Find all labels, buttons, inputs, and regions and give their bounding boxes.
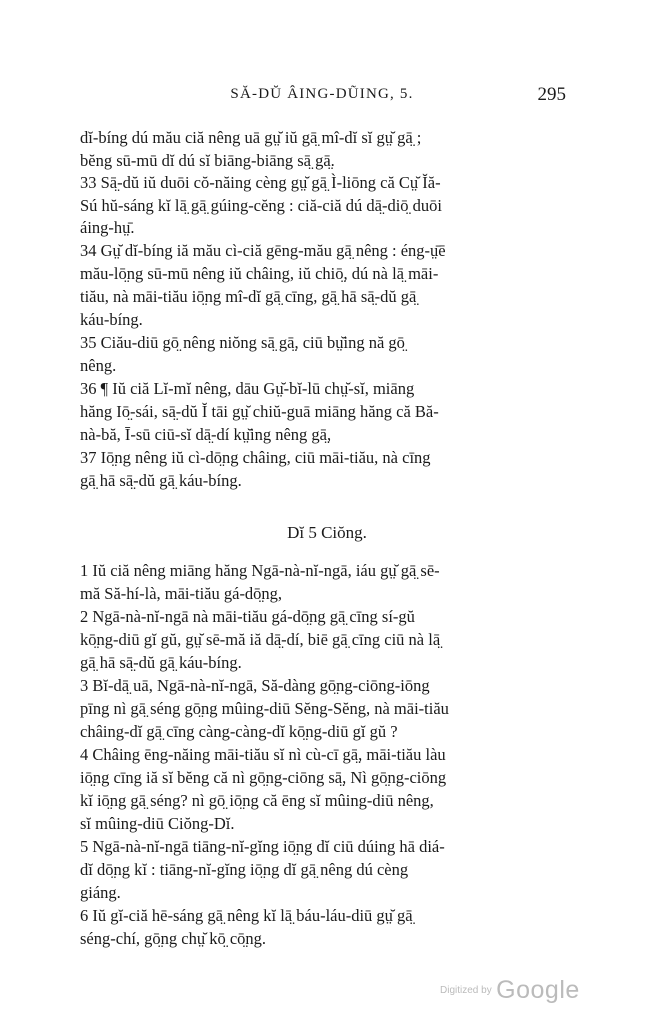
text-line: mău-lō̤ng sū-mū nêng iŭ châing, iŭ chiō̤, dú nà lā̤ māi- [80, 264, 439, 283]
google-logo: Google [496, 976, 580, 1004]
page-number: 295 [537, 84, 566, 105]
text-line: dĭ-bíng dú mău ciă nêng uā gṳ̆ iŭ gā̤ mî-dĭ sĭ gṳ̆ gā̤ ; [80, 128, 422, 147]
text-line: séng-chí, gō̤ng chṳ̆ kō̤ cō̤ng. [80, 929, 267, 948]
text-line: pīng nì gā̤ séng gō̤ng mûing-diū Sĕng-Sĕng, nà māi-tiău [80, 699, 449, 718]
text-line: kĭ iō̤ng gā̤ séng? nì gō̤ iō̤ng că ēng sĭ mûing-diū nêng, [80, 791, 434, 810]
text-line: nêng. [80, 356, 117, 375]
running-head: SĂ-DŬ ÂING-DŨING, 5. [230, 86, 414, 102]
text-line: sĭ mûing-diū Ciŏng-Dĭ. [80, 814, 235, 833]
text-line: Sú hŭ-sáng kĭ lā̤ gā̤ gúing-cĕng : ciă-ciă dú dā̤-diō̤ duōi [80, 196, 442, 215]
page-header [78, 86, 566, 110]
text-line: 2 Ngā-nà-nĭ-ngā nà māi-tiău gá-dō̤ng gā̤ cīng sí-gŭ [80, 607, 415, 626]
text-line: 4 Châing ēng-năing māi-tiău sĭ nì cù-cī gā̤, māi-tiău làu [80, 745, 446, 764]
text-line: dĭ dō̤ng kĭ : tiāng-nĭ-gĭng iō̤ng dĭ gā̤ nêng dú cèng [80, 860, 409, 879]
text-line: káu-bíng. [80, 310, 143, 329]
text-line: 34 Gṳ̆ dĭ-bíng iă mău cì-ciă gēng-mău gā̤ nêng : éng-ṳ̄ē [80, 241, 446, 260]
text-line: mă Să-hí-là, māi-tiău gá-dō̤ng, [80, 584, 283, 603]
text-line: châing-dĭ gā̤ cīng càng-càng-dĭ kō̤ng-diū gĭ gŭ ? [80, 722, 398, 741]
text-line: 36 ¶ Iŭ ciă Lĭ-mĭ nêng, dāu Gṳ̆-bĭ-lū chṳ̆-sĭ, miāng [80, 379, 415, 398]
chapter-heading: Dĭ 5 Ciŏng. [287, 523, 367, 542]
text-line: kō̤ng-diū gĭ gŭ, gṳ̆ sē-mă iă dā̤-dí, biē gā̤ cīng ciū nà lā̤ [80, 630, 441, 649]
text-line: hăng Iō̤-sái, sā̤-dŭ Ĭ tāi gṳ̆ chiŭ-guā miāng hăng că Bă- [80, 402, 439, 421]
text-line: 5 Ngā-nà-nĭ-ngā tiāng-nĭ-gĭng iō̤ng dĭ ciū dúing hā diá- [80, 837, 445, 856]
text-line: tiău, nà māi-tiău iō̤ng mî-dĭ gā̤ cīng, gā̤ hā sā̤-dŭ gā̤ [80, 287, 417, 306]
text-line: 3 Bĭ-dā̤ uā, Ngā-nà-nĭ-ngā, Să-dàng gō̤ng-ciōng-iōng [80, 676, 430, 695]
text-line: 33 Sā̤-dŭ iŭ duōi cŏ-năing cèng gṳ̆ gā̤ Ì-liōng că Cṳ̆ Ĭă- [80, 173, 441, 192]
text-line: gā̤ hā sā̤-dŭ gā̤ káu-bíng. [80, 653, 242, 672]
digitized-by-label: Digitized by [440, 985, 492, 996]
digitized-watermark [440, 976, 580, 1005]
text-line: 37 Iō̤ng nêng iŭ cì-dō̤ng châing, ciū māi-tiău, nà cīng [80, 448, 431, 467]
text-line: iō̤ng cīng iă sĭ bĕng că nì gō̤ng-ciōng sā̤, Nì gō̤ng-ciōng [80, 768, 447, 787]
text-line: nà-bă, Ī-sū ciū-sĭ dā̤-dí kṳ̆ing nêng gā̤, [80, 425, 332, 444]
text-line: áing-hṳ̄. [80, 218, 135, 237]
text-line: 6 Iŭ gĭ-ciă hē-sáng gā̤ nêng kĭ lā̤ báu-láu-diū gṳ̆ gā̤ [80, 906, 413, 925]
text-line: 1 Iŭ ciă nêng miāng hăng Ngā-nà-nĭ-ngā, iáu gṳ̆ gā̤ sē- [80, 561, 440, 580]
text-line: 35 Ciău-diū gō̤ nêng niŏng sā̤ gā̤, ciū bṳ̆ing nă gō̤ [80, 333, 405, 352]
text-line: gā̤ hā sā̤-dŭ gā̤ káu-bíng. [80, 471, 242, 490]
text-line: giáng. [80, 883, 121, 902]
text-line: bĕng sū-mū dĭ dú sĭ biāng-biāng sā̤ gā̤. [80, 151, 335, 170]
